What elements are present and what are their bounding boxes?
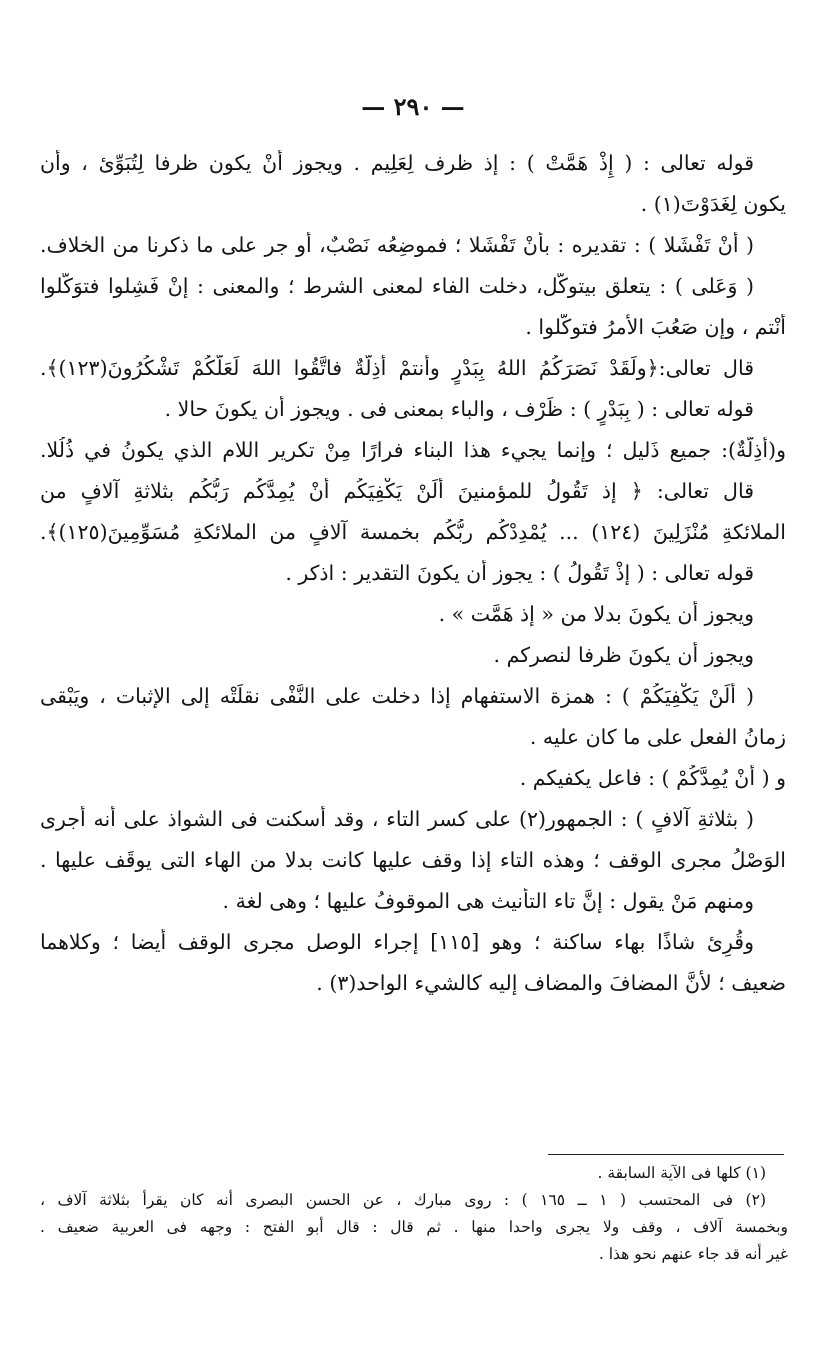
footnote-line: غير أنه قد جاء عنهم نحو هذا . (598, 1245, 788, 1263)
text-line: و(أذِلَّةٌ): جميع ذَليل ؛ وإنما يجيء هذا البناء فرارًا مِنْ تكرير اللام الذي يكونُ في ذُلُلا. (40, 438, 786, 462)
text-line: ويجوز أن يكونَ ظرفا لنصركم . (493, 643, 754, 667)
text-line: ( أَلَنْ يَكْفِيَكُمْ ) : همزة الاستفهام إذا دخلت على النَّفْى نقلَتْه إلى الإثبات ، ويَبْقى (40, 684, 754, 708)
text-line: قال تعالى: ﴿ إذ تَقُولُ للمؤمنينَ أَلَنْ يَكْفِيَكُم أنْ يُمِدَّكُم رَبُّكُم بثلاثةِ آلافٍ من (40, 479, 754, 503)
text-line: ( أَنْ تَفْشَلا ) : تقديره : بأَنْ تَفْشَلا ؛ فموضِعُه نَصْبٌ، أو جر على ما ذكرنا من الخلاف. (40, 233, 754, 257)
text-line: و ( أنْ يُمِدَّكُمْ ) : فاعل يكفيكم . (519, 766, 786, 790)
body-text (40, 150, 786, 1011)
text-line: قوله تعالى : ( إِذْ هَمَّتْ ) : إذ ظرف لِعَلِيم . ويجوز أَنْ يكون ظرفا لِتُبَوِّئ ، وأن (40, 151, 754, 175)
text-line: الوَصْلُ مجرى الوقف ؛ وهذه التاء إذا وقف عليها كانت بدلا من الهاء التى يوقَف عليها . (40, 848, 786, 872)
text-line: قوله تعالى : ( بِبَدْرٍ ) : ظَرْف ، والباء بمعنى فى . ويجوز أن يكونَ حالا . (164, 397, 754, 421)
footnote-line: وبخمسة آلاف ، وقف ولا يجرى واحدا منها . ثم قال : قال أبو الفتح : وجهه فى العربية ضعيف . (40, 1218, 788, 1236)
page-number: — ٢٩٠ — (361, 92, 465, 121)
text-line: ومنهم مَنْ يقول : إنَّ تاء التأنيث هى الموقوفُ عليها ؛ وهى لغة . (222, 889, 754, 913)
text-line: زمانُ الفعل على ما كان عليه . (529, 725, 786, 749)
text-line: قال تعالى:﴿ولَقَدْ نَصَرَكُمُ اللهُ بِبَدْرٍ وأنتمْ أذِلَّةٌ فاتَّقُوا اللهَ لَعَلَّكُمْ تَشْكُرُونَ(١٢٣)﴾. (40, 356, 754, 380)
text-line: الملائكةِ مُنْزَلِينَ (١٢٤) ... يُمْدِدْكُم ربُّكُم بخمسة آلافٍ من الملائكةِ مُسَوِّمِينَ(١٢٥)﴾. (40, 520, 786, 544)
text-line: ( وَعَلى ) : يتعلق بيتوكّل، دخلت الفاء لمعنى الشرط ؛ والمعنى : إنْ فَشِلوا فتوَكّلوا (40, 274, 754, 298)
footnotes (40, 1162, 788, 1270)
text-line: قوله تعالى : ( إذْ تَقُولُ ) : يجوز أن يكونَ التقدير : اذكر . (285, 561, 754, 585)
text-line: ضعيف ؛ لأنَّ المضافَ والمضاف إليه كالشيء الواحد(٣) . (316, 971, 786, 995)
footnote-divider (548, 1154, 784, 1155)
text-line: وقُرِئ شاذًا بهاء ساكنة ؛ وهو [١١٥] إجراء الوصل مجرى الوقف أيضا ؛ وكلاهما (40, 930, 754, 954)
text-line: يكون لِغَدَوْتَ(١) . (640, 192, 786, 216)
text-line: ويجوز أن يكونَ بدلا من « إذ هَمَّت » . (438, 602, 754, 626)
text-line: أنْتم ، وإن صَعُبَ الأمرُ فتوكّلوا . (525, 315, 786, 339)
footnote-line: (٢) فى المحتسب ( ١ ــ ١٦٥ ) : روى مبارك ، عن الحسن البصرى أنه كان يقرأ بثلاثة آلاف ، (40, 1191, 766, 1209)
footnote-line: (١) كلها فى الآية السابقة . (597, 1164, 766, 1182)
text-line: ( بثلاثةِ آلافٍ ) : الجمهور(٢) على كسر التاء ، وقد أسكنت فى الشواذ على أنه أُجرى (40, 807, 754, 831)
